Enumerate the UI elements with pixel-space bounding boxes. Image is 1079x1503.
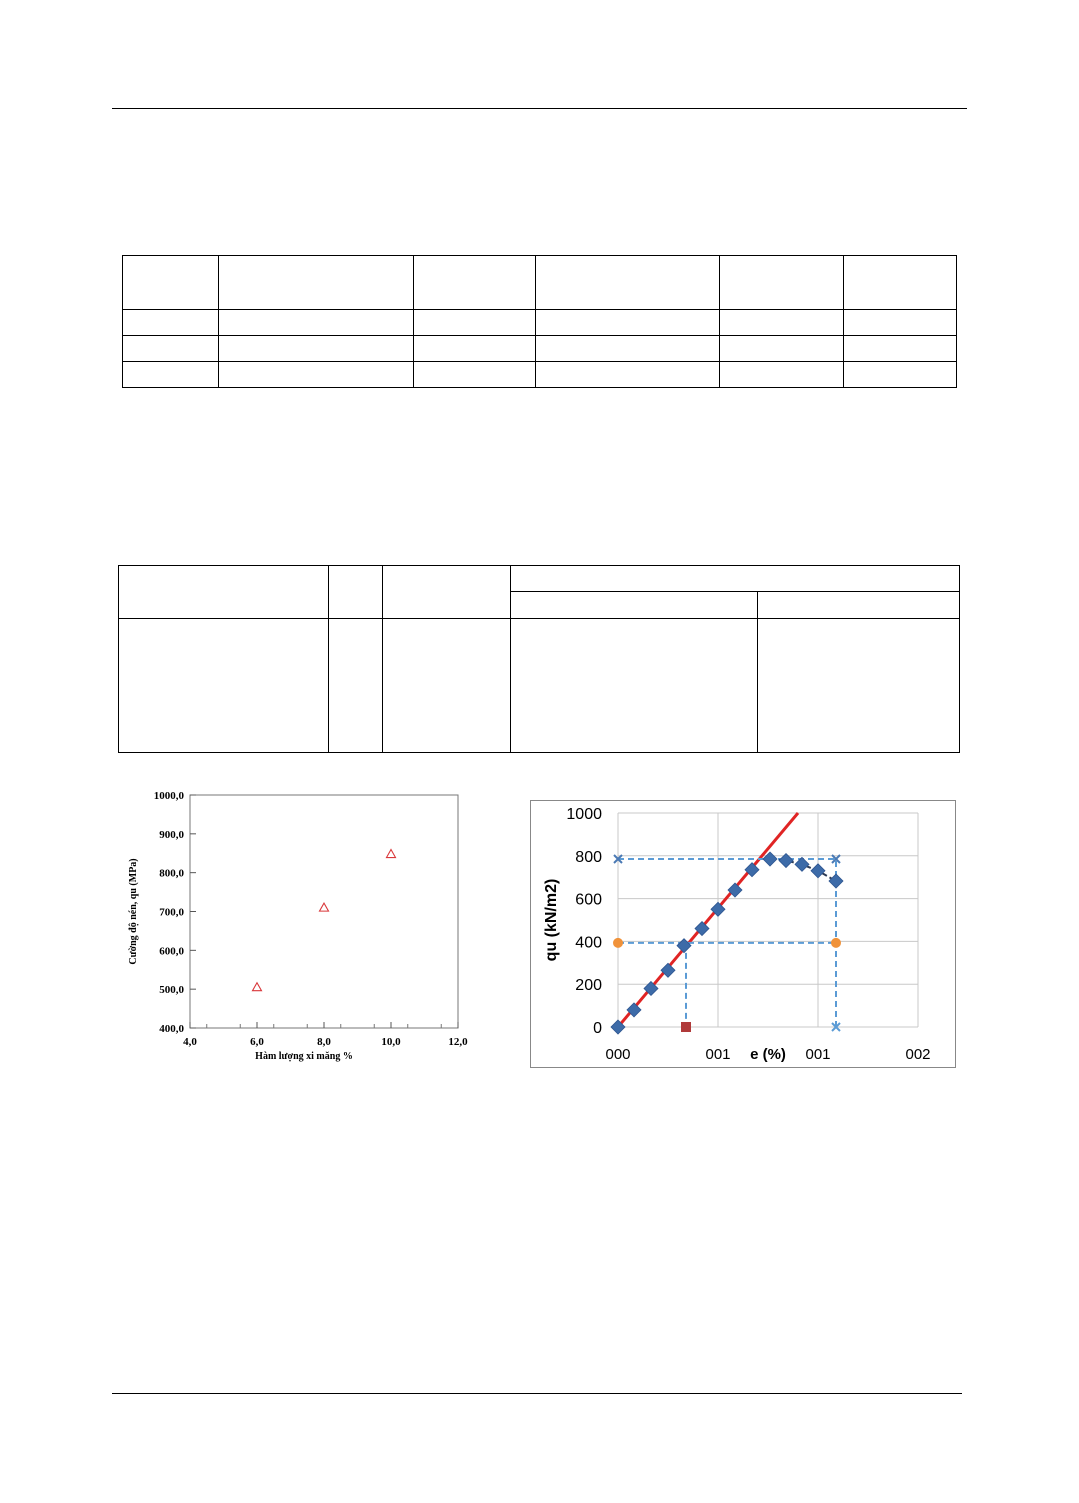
y-tick-label: 700,0 <box>159 906 184 919</box>
y-tick-label: 800 <box>575 848 602 866</box>
y-tick-label: 900,0 <box>159 828 184 841</box>
x-axis-label: Hàm lượng xi măng % <box>255 1051 353 1062</box>
plot-area <box>618 813 918 1027</box>
table-cell <box>414 256 536 310</box>
data-point <box>831 938 841 948</box>
y-tick-label: 400 <box>575 934 602 952</box>
table-cell <box>414 310 536 336</box>
table-cell <box>720 310 844 336</box>
table-cell <box>511 619 758 753</box>
stress-strain-chart <box>530 800 956 1068</box>
table-row <box>119 566 960 592</box>
data-point <box>681 1022 691 1032</box>
scatter-chart <box>108 780 478 1070</box>
table-cell <box>536 310 720 336</box>
table-cell <box>511 566 960 592</box>
x-tick-label: 10,0 <box>381 1036 401 1048</box>
y-tick-label: 0 <box>593 1020 602 1037</box>
scatter-chart-svg <box>108 780 478 1070</box>
y-tick-label: 800,0 <box>159 867 184 880</box>
table-cell <box>844 256 957 310</box>
stress-strain-chart-svg <box>530 800 956 1068</box>
y-tick-label: 400,0 <box>159 1023 184 1035</box>
table-cell <box>219 336 414 362</box>
table-cell <box>329 566 383 619</box>
table-row <box>123 256 957 310</box>
table-1 <box>122 255 957 388</box>
table-cell <box>720 256 844 310</box>
table-cell <box>844 336 957 362</box>
y-tick-label: 600,0 <box>159 945 184 958</box>
x-tick-label: 001 <box>805 1046 831 1063</box>
table-cell <box>123 310 219 336</box>
y-tick-label: 1000 <box>566 806 602 823</box>
x-tick-label: 001 <box>705 1046 731 1063</box>
table-cell <box>720 336 844 362</box>
table-cell <box>720 362 844 388</box>
footer-rule <box>112 1393 962 1394</box>
table-cell <box>414 362 536 388</box>
y-axis-label: Cường độ nén, qu (MPa) <box>128 858 139 965</box>
table-cell <box>219 310 414 336</box>
table-cell <box>119 566 329 619</box>
table-cell <box>844 310 957 336</box>
table-cell <box>758 592 960 619</box>
y-tick-label: 600 <box>575 891 602 909</box>
table-2 <box>118 565 960 753</box>
table-cell <box>844 362 957 388</box>
table-cell <box>414 336 536 362</box>
x-tick-label: 6,0 <box>250 1036 264 1048</box>
x-tick-label: 000 <box>605 1046 631 1063</box>
header-rule <box>112 108 967 109</box>
y-tick-label: 1000,0 <box>153 790 184 802</box>
data-point <box>613 938 623 948</box>
y-tick-label: 200 <box>575 977 602 995</box>
table-cell <box>219 362 414 388</box>
y-axis-label: qu (kN/m2) <box>543 878 560 962</box>
x-tick-label: 12,0 <box>448 1036 468 1048</box>
x-axis-label: e (%) <box>750 1046 786 1063</box>
table-cell <box>383 619 511 753</box>
x-tick-label: 4,0 <box>183 1036 197 1048</box>
table-cell <box>383 566 511 619</box>
table-cell <box>123 362 219 388</box>
x-tick-label: 8,0 <box>317 1036 331 1048</box>
table-cell <box>536 362 720 388</box>
table-cell <box>329 619 383 753</box>
x-tick-label: 002 <box>905 1046 931 1063</box>
table-cell <box>119 619 329 753</box>
table-cell <box>536 256 720 310</box>
table-row <box>123 362 957 388</box>
table-cell <box>536 336 720 362</box>
table-row <box>123 310 957 336</box>
table-cell <box>219 256 414 310</box>
table-cell <box>511 592 758 619</box>
table-cell <box>123 256 219 310</box>
table-row <box>123 336 957 362</box>
y-tick-label: 500,0 <box>159 984 184 997</box>
table-cell <box>123 336 219 362</box>
table-cell <box>758 619 960 753</box>
table-row <box>119 619 960 753</box>
